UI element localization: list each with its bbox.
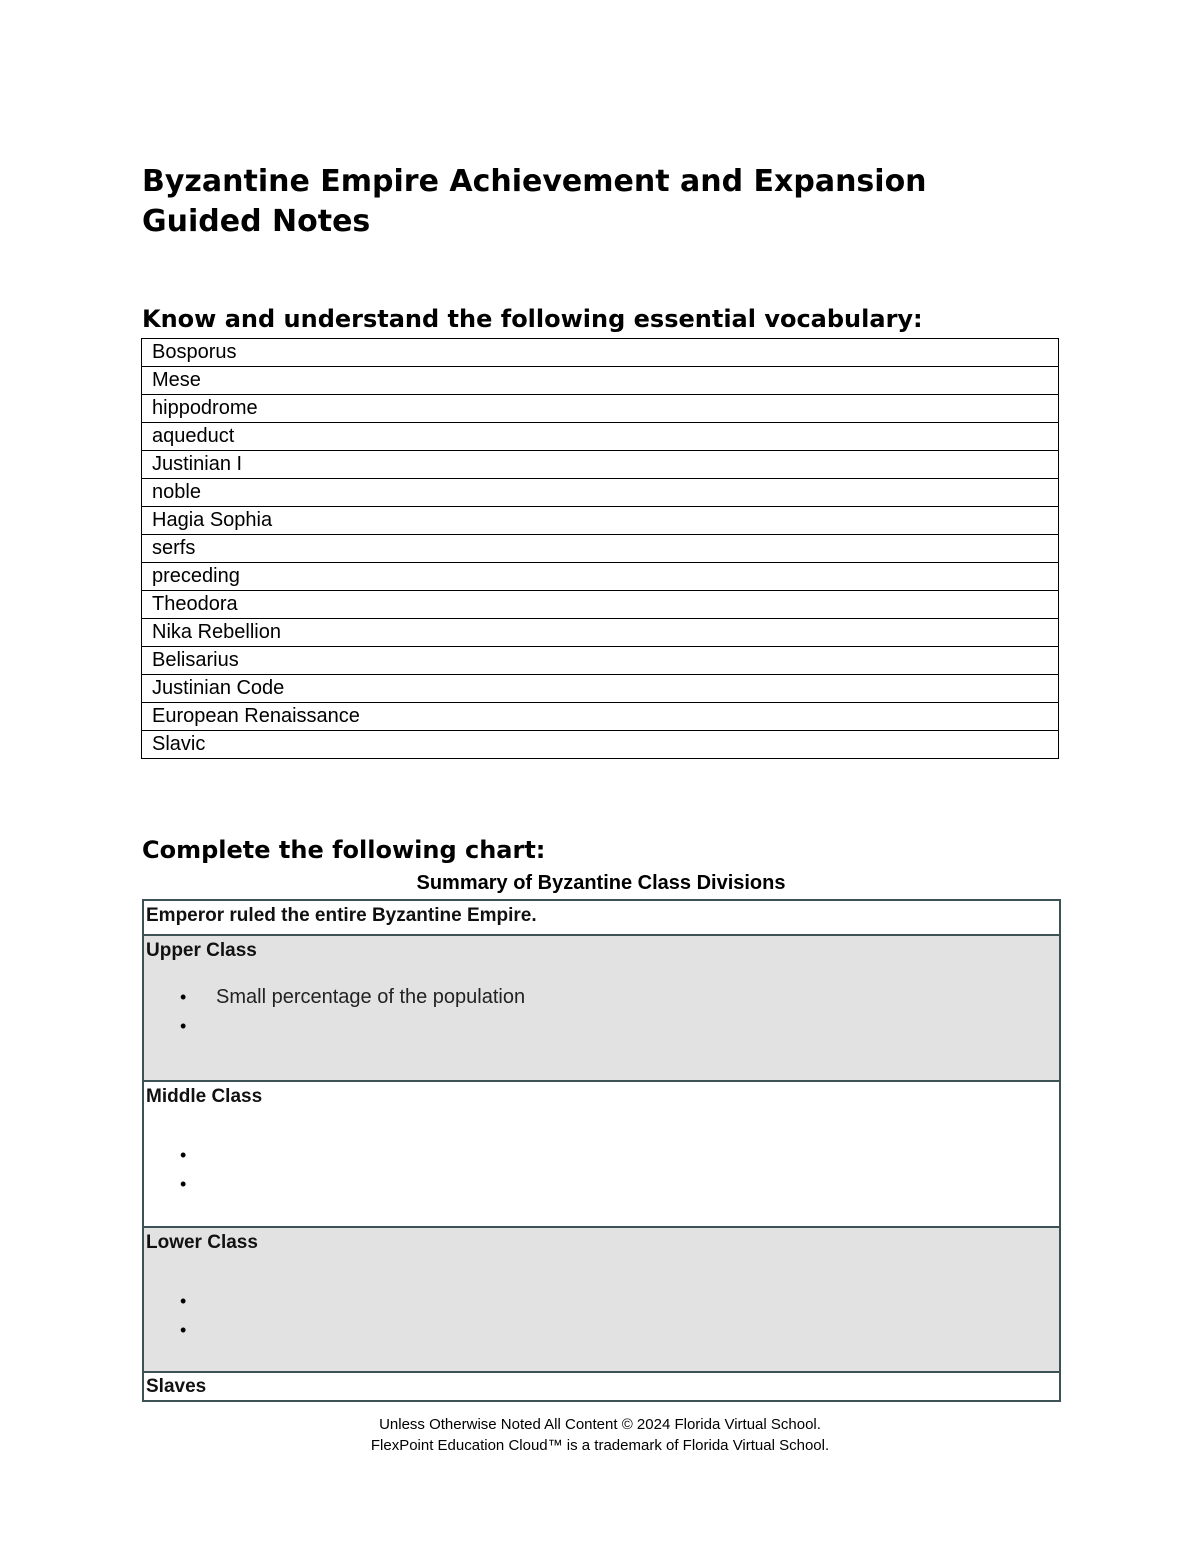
upper-class-bullets	[146, 983, 1059, 1041]
bullet-icon: •	[180, 1016, 187, 1036]
middle-class-label: Middle Class	[146, 1086, 263, 1107]
vocab-term: Justinian Code	[142, 675, 1059, 703]
bullet-icon: •	[180, 1174, 187, 1194]
vocab-term: preceding	[142, 563, 1059, 591]
vocab-term: aqueduct	[142, 423, 1059, 451]
vocab-term: Justinian I	[142, 451, 1059, 479]
vocab-row	[142, 591, 1059, 619]
lower-class-bullets	[146, 1287, 1059, 1345]
vocab-row	[142, 535, 1059, 563]
chart-caption: Summary of Byzantine Class Divisions	[416, 872, 786, 894]
vocab-term: Nika Rebellion	[142, 619, 1059, 647]
vocab-row	[142, 731, 1059, 759]
list-item	[180, 1316, 1059, 1345]
bullet-icon: •	[180, 1291, 187, 1311]
vocab-row	[142, 703, 1059, 731]
vocab-row	[142, 423, 1059, 451]
middle-class-row	[144, 1080, 1059, 1226]
middle-class-bullets	[146, 1141, 1059, 1199]
bullet-icon: •	[180, 987, 187, 1007]
lower-class-label: Lower Class	[146, 1232, 258, 1253]
class-divisions-table	[142, 899, 1061, 1402]
vocab-term: Belisarius	[142, 647, 1059, 675]
slaves-row	[144, 1371, 1059, 1400]
vocab-row	[142, 479, 1059, 507]
vocab-row	[142, 395, 1059, 423]
vocabulary-heading: Know and understand the following essential vocabulary:	[142, 305, 923, 333]
upper-class-row	[144, 934, 1059, 1080]
vocab-row	[142, 619, 1059, 647]
list-item	[180, 1141, 1059, 1170]
vocab-term: Bosporus	[142, 339, 1059, 367]
lower-class-row	[144, 1226, 1059, 1371]
vocab-term: Hagia Sophia	[142, 507, 1059, 535]
vocab-term: Slavic	[142, 731, 1059, 759]
chart-heading: Complete the following chart:	[142, 836, 546, 864]
vocab-term: noble	[142, 479, 1059, 507]
vocabulary-table	[141, 338, 1059, 759]
vocab-row	[142, 675, 1059, 703]
vocab-term: Mese	[142, 367, 1059, 395]
list-item	[180, 983, 1059, 1012]
emperor-label: Emperor ruled the entire Byzantine Empire.	[146, 905, 537, 926]
vocab-row	[142, 507, 1059, 535]
bullet-icon: •	[180, 1145, 187, 1165]
copyright-text: Unless Otherwise Noted All Content © 2024 Florida Virtual School.	[379, 1416, 821, 1433]
vocab-row	[142, 451, 1059, 479]
vocab-term: serfs	[142, 535, 1059, 563]
vocab-term: European Renaissance	[142, 703, 1059, 731]
trademark-text: FlexPoint Education Cloud™ is a trademark of Florida Virtual School.	[370, 1437, 830, 1454]
page-footer	[0, 1414, 1200, 1456]
upper-class-label: Upper Class	[146, 940, 257, 961]
bullet-text: Small percentage of the population	[216, 986, 526, 1008]
page-title	[142, 162, 1062, 242]
vocab-term: hippodrome	[142, 395, 1059, 423]
emperor-row	[144, 901, 1059, 934]
vocab-row	[142, 339, 1059, 367]
list-item	[180, 1012, 1059, 1041]
list-item	[180, 1287, 1059, 1316]
list-item	[180, 1170, 1059, 1199]
vocab-row	[142, 647, 1059, 675]
vocab-row	[142, 563, 1059, 591]
vocab-term: Theodora	[142, 591, 1059, 619]
vocab-row	[142, 367, 1059, 395]
bullet-icon: •	[180, 1320, 187, 1340]
title-line-1: Byzantine Empire Achievement and Expansion	[142, 164, 927, 199]
slaves-label: Slaves	[146, 1376, 207, 1397]
title-line-2: Guided Notes	[142, 204, 371, 239]
